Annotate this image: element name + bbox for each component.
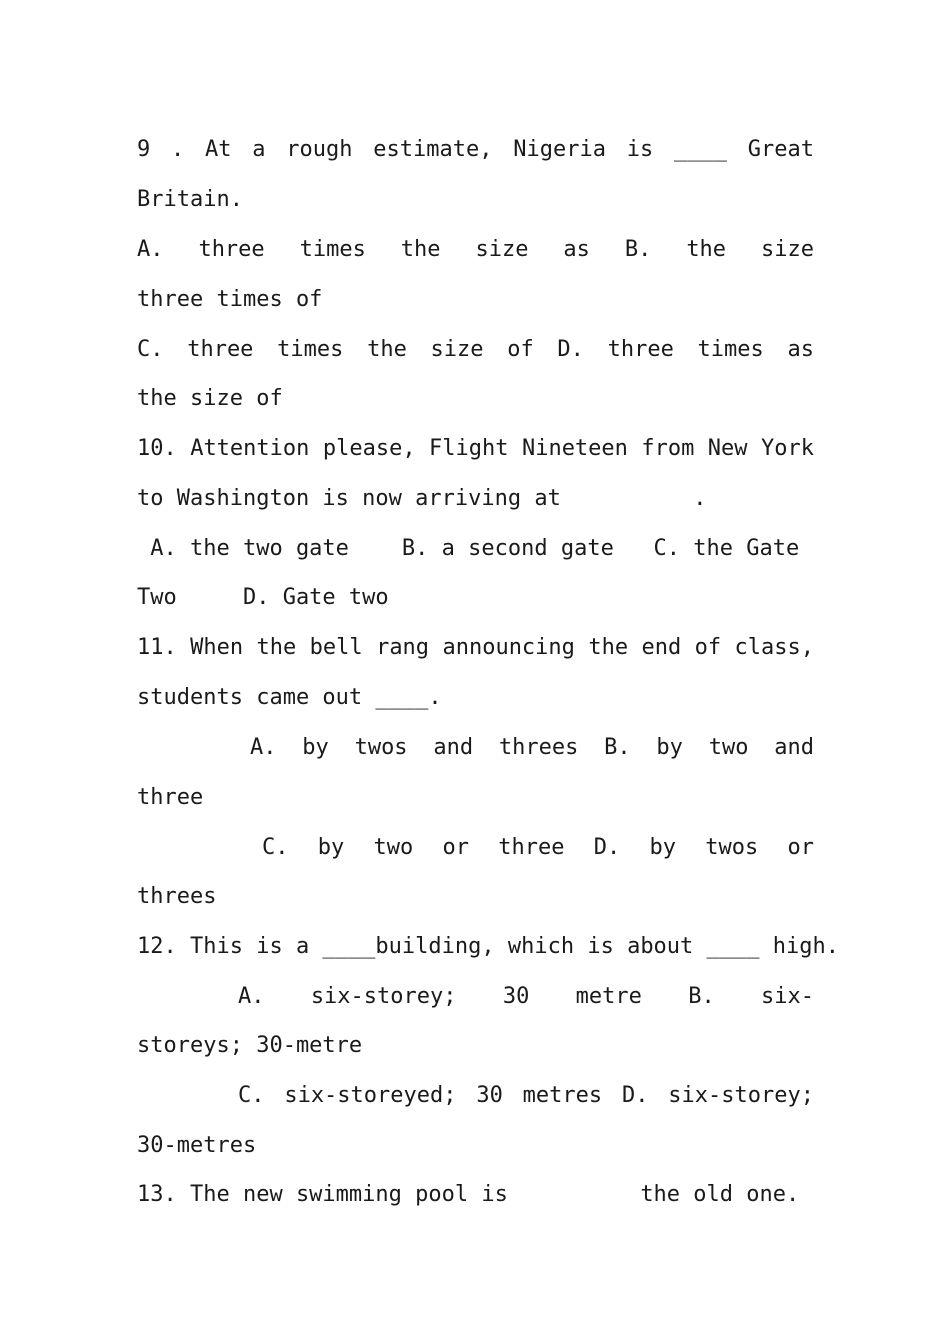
q11-options-ab-line-2: three bbox=[137, 785, 204, 810]
q9-stem-line-2: Britain. bbox=[137, 187, 243, 212]
q10-options-line-2: Two D. Gate two bbox=[137, 585, 389, 610]
q11-options-cd-line-2: threes bbox=[137, 884, 217, 909]
q12-options-cd-line-2: 30-metres bbox=[137, 1133, 257, 1158]
q9-options-ab-line-1: A. three times the size as B. the size bbox=[137, 237, 814, 262]
q12-options-ab-line-1: A. six-storey; 30 metre B. six- bbox=[238, 984, 814, 1009]
q11-stem-line-2: students came out ____. bbox=[137, 685, 442, 710]
q10-stem-line-1: 10. Attention please, Flight Nineteen from New York bbox=[137, 436, 814, 461]
q10-stem-line-2: to Washington is now arriving at . bbox=[137, 486, 707, 511]
q9-options-ab-line-2: three times of bbox=[137, 287, 323, 312]
q9-options-cd-line-1: C. three times the size of D. three times as bbox=[137, 337, 814, 362]
q12-stem-line-1: 12. This is a ____building, which is about ____ high. bbox=[137, 934, 839, 959]
q12-options-ab-line-2: storeys; 30-metre bbox=[137, 1033, 363, 1058]
q13-stem-line-1: 13. The new swimming pool is the old one. bbox=[137, 1182, 800, 1207]
q9-options-cd-line-2: the size of bbox=[137, 386, 283, 411]
q10-options-line-1: A. the two gate B. a second gate C. the Gate bbox=[137, 536, 800, 561]
q11-stem-line-1: 11. When the bell rang announcing the end of class, bbox=[137, 635, 814, 660]
q11-options-ab-line-1: A. by twos and threes B. by two and bbox=[250, 735, 814, 760]
q11-options-cd-line-1: C. by two or three D. by twos or bbox=[262, 835, 814, 860]
q9-stem-line-1: 9 . At a rough estimate, Nigeria is ____ Great bbox=[137, 137, 814, 162]
q12-options-cd-line-1: C. six-storeyed; 30 metres D. six-storey; bbox=[238, 1083, 814, 1108]
